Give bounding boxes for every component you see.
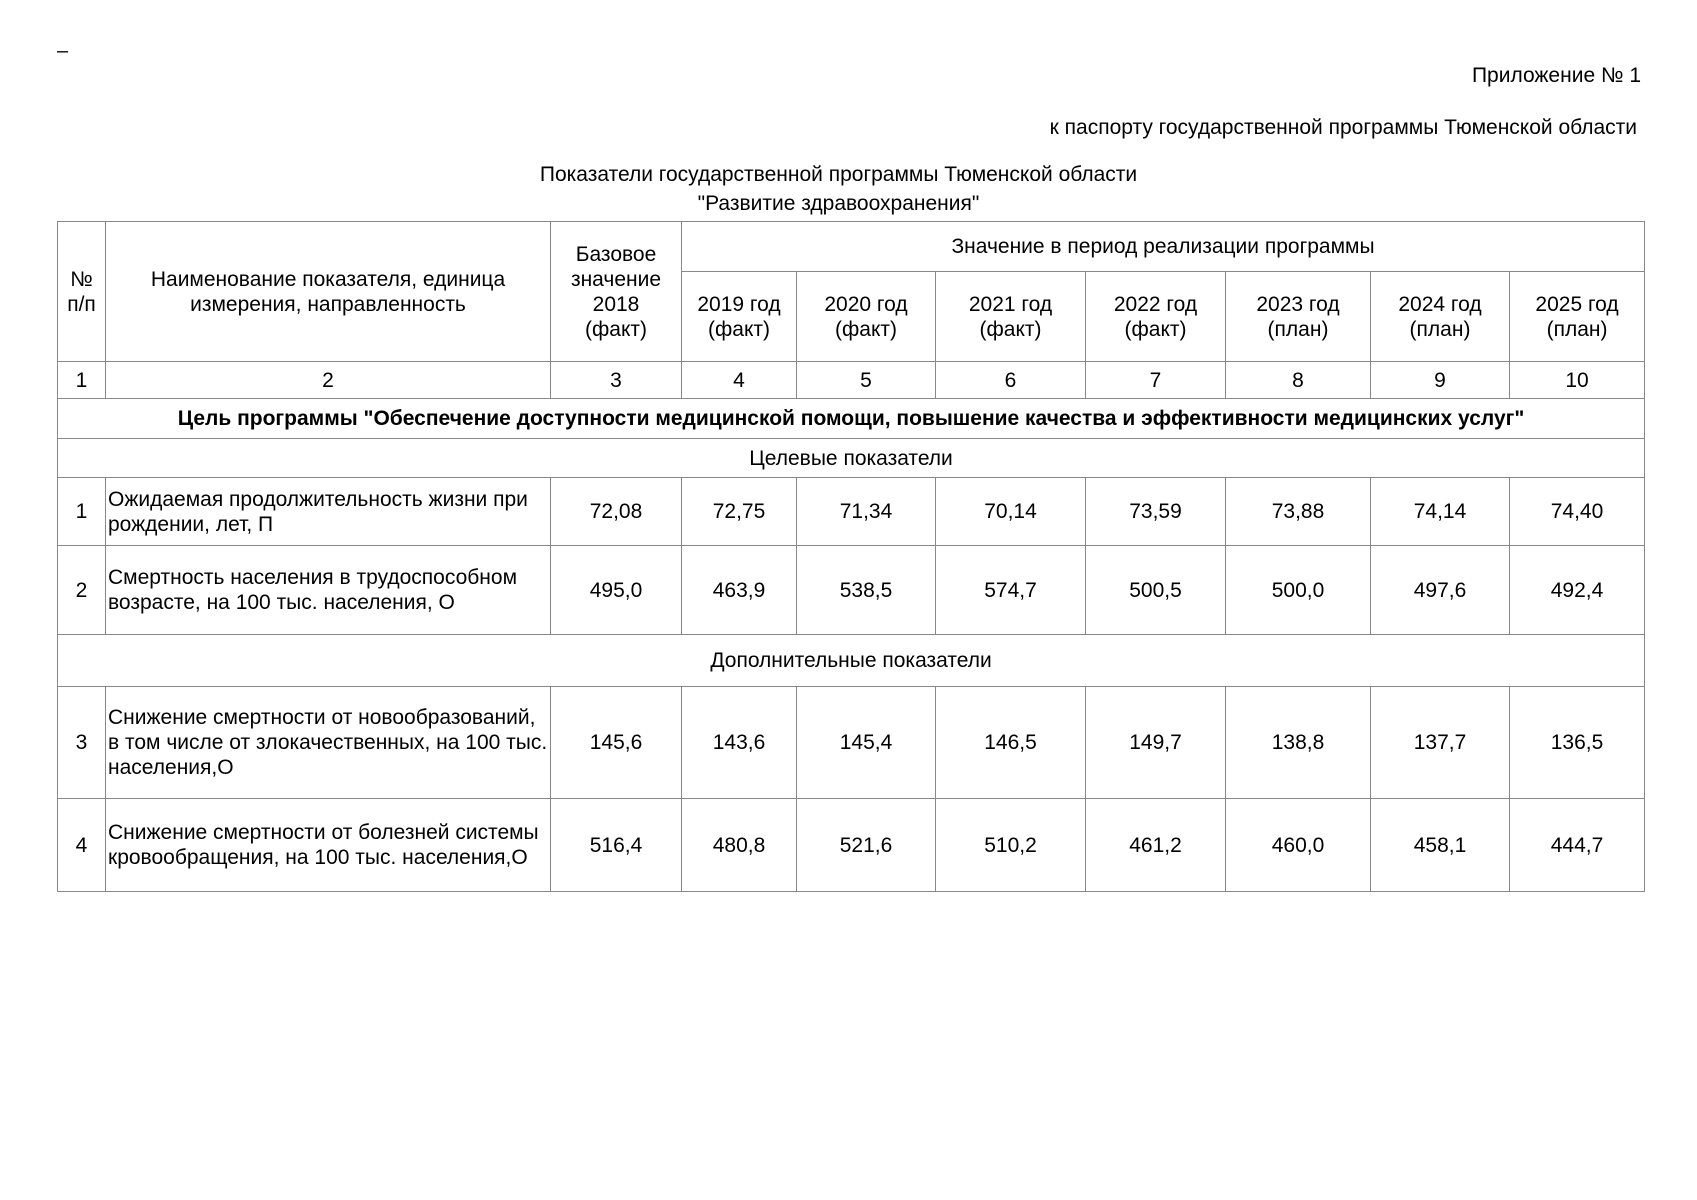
header-period: [682, 222, 1645, 272]
target-section-label: Целевые показатели: [749, 446, 953, 470]
column-number: 6: [936, 362, 1086, 399]
indicator-value: 73,88: [1226, 478, 1371, 546]
column-number: 10: [1510, 362, 1645, 399]
additional-section-row: [58, 635, 1645, 687]
indicator-value: 497,6: [1371, 546, 1510, 635]
row-number: 1: [58, 478, 106, 546]
header-name-label: Наименование показателя, единица измерения, направленность: [150, 267, 506, 316]
indicator-value: 480,8: [682, 799, 797, 892]
indicator-value: 444,7: [1510, 799, 1645, 892]
header-year-label: 2023 год: [1256, 292, 1340, 316]
header-name: [106, 222, 551, 362]
indicator-value: 500,5: [1086, 546, 1226, 635]
indicator-name: Снижение смертности от новообразований, в том числе от злокачественных, на 100 тыс. населения,О: [106, 687, 551, 799]
indicator-value: 73,59: [1086, 478, 1226, 546]
column-number: 2: [106, 362, 551, 399]
indicator-value: 145,6: [551, 687, 682, 799]
table-row: [58, 546, 1645, 635]
table-body: [58, 399, 1645, 892]
indicator-value: 500,0: [1226, 546, 1371, 635]
header-year: [1371, 272, 1510, 362]
indicator-value: 574,7: [936, 546, 1086, 635]
header-year-status: (факт): [708, 317, 770, 341]
header-year: [936, 272, 1086, 362]
document-subtitle: [0, 192, 1697, 216]
table-row: [58, 478, 1645, 546]
indicator-value: 510,2: [936, 799, 1086, 892]
document-title-line2: "Развитие здравоохранения": [697, 192, 980, 215]
header-base-label: Базовое значение 2018 (факт): [570, 242, 662, 341]
indicator-name: Снижение смертности от болезней системы кровообращения, на 100 тыс. населения,О: [106, 799, 551, 892]
header-year-status: (план): [1409, 317, 1471, 341]
indicator-value: 495,0: [551, 546, 682, 635]
row-number: 4: [58, 799, 106, 892]
indicator-value: 538,5: [797, 546, 936, 635]
header-year-label: 2022 год: [1113, 292, 1198, 316]
header-base: [551, 222, 682, 362]
indicators-table: [57, 221, 1645, 892]
header-year-status: (план): [1546, 317, 1608, 341]
row-number: 2: [58, 546, 106, 635]
indicator-value: 149,7: [1086, 687, 1226, 799]
additional-section-label: Дополнительные показатели: [710, 649, 992, 672]
header-year: [1086, 272, 1226, 362]
table-row: [58, 799, 1645, 892]
header-year: [797, 272, 936, 362]
header-dash: –: [57, 40, 69, 62]
header-year-label: 2021 год: [968, 292, 1053, 316]
header-no-label: № п/п: [67, 267, 96, 316]
header-year: [1510, 272, 1645, 362]
document-title-line1: Показатели государственной программы Тюменской области: [539, 163, 1138, 186]
indicator-value: 72,75: [682, 478, 797, 546]
indicator-value: 461,2: [1086, 799, 1226, 892]
header-year-status: (факт): [835, 317, 897, 341]
header-year-status: (факт): [979, 317, 1042, 341]
table-row: [58, 687, 1645, 799]
indicator-value: 74,14: [1371, 478, 1510, 546]
header-year-label: 2024 год: [1398, 292, 1482, 316]
column-numbers: [58, 362, 1645, 399]
column-number: 8: [1226, 362, 1371, 399]
indicator-value: 74,40: [1510, 478, 1645, 546]
indicator-name: Ожидаемая продолжительность жизни при рождении, лет, П: [106, 478, 551, 546]
program-goal-row: [58, 399, 1645, 439]
program-goal: Цель программы "Обеспечение доступности медицинской помощи, повышение качества и эффективности медицинских услуг": [177, 407, 1525, 430]
column-number: 7: [1086, 362, 1226, 399]
indicator-value: 136,5: [1510, 687, 1645, 799]
indicator-value: 145,4: [797, 687, 936, 799]
header-year: [1226, 272, 1371, 362]
header-year: [682, 272, 797, 362]
header-year-label: 2019 год: [697, 292, 781, 316]
indicator-value: 72,08: [551, 478, 682, 546]
indicator-value: 521,6: [797, 799, 936, 892]
header-year-label: 2025 год: [1535, 292, 1619, 316]
column-number: 3: [551, 362, 682, 399]
indicator-value: 143,6: [682, 687, 797, 799]
column-number: 4: [682, 362, 797, 399]
column-number: 9: [1371, 362, 1510, 399]
indicator-name: Смертность населения в трудоспособном возрасте, на 100 тыс. населения, О: [106, 546, 551, 635]
indicator-value: 516,4: [551, 799, 682, 892]
indicator-value: 137,7: [1371, 687, 1510, 799]
header-period-label: Значение в период реализации программы: [951, 235, 1375, 258]
indicator-value: 146,5: [936, 687, 1086, 799]
column-number: 1: [58, 362, 106, 399]
document-title: [0, 163, 1697, 187]
indicator-value: 460,0: [1226, 799, 1371, 892]
indicator-value: 70,14: [936, 478, 1086, 546]
table-header: [58, 222, 1645, 399]
indicator-value: 463,9: [682, 546, 797, 635]
row-number: 3: [58, 687, 106, 799]
indicator-value: 492,4: [1510, 546, 1645, 635]
header-year-label: 2020 год: [824, 292, 908, 316]
indicator-value: 138,8: [1226, 687, 1371, 799]
header-year-status: (план): [1267, 317, 1329, 341]
appendix-reference: к паспорту государственной программы Тюменской области: [1049, 116, 1637, 139]
appendix-number: Приложение № 1: [1471, 64, 1641, 87]
indicator-value: 458,1: [1371, 799, 1510, 892]
header-year-status: (факт): [1124, 317, 1187, 341]
header-no: [58, 222, 106, 362]
column-number: 5: [797, 362, 936, 399]
target-section-row: [58, 439, 1645, 478]
indicator-value: 71,34: [797, 478, 936, 546]
